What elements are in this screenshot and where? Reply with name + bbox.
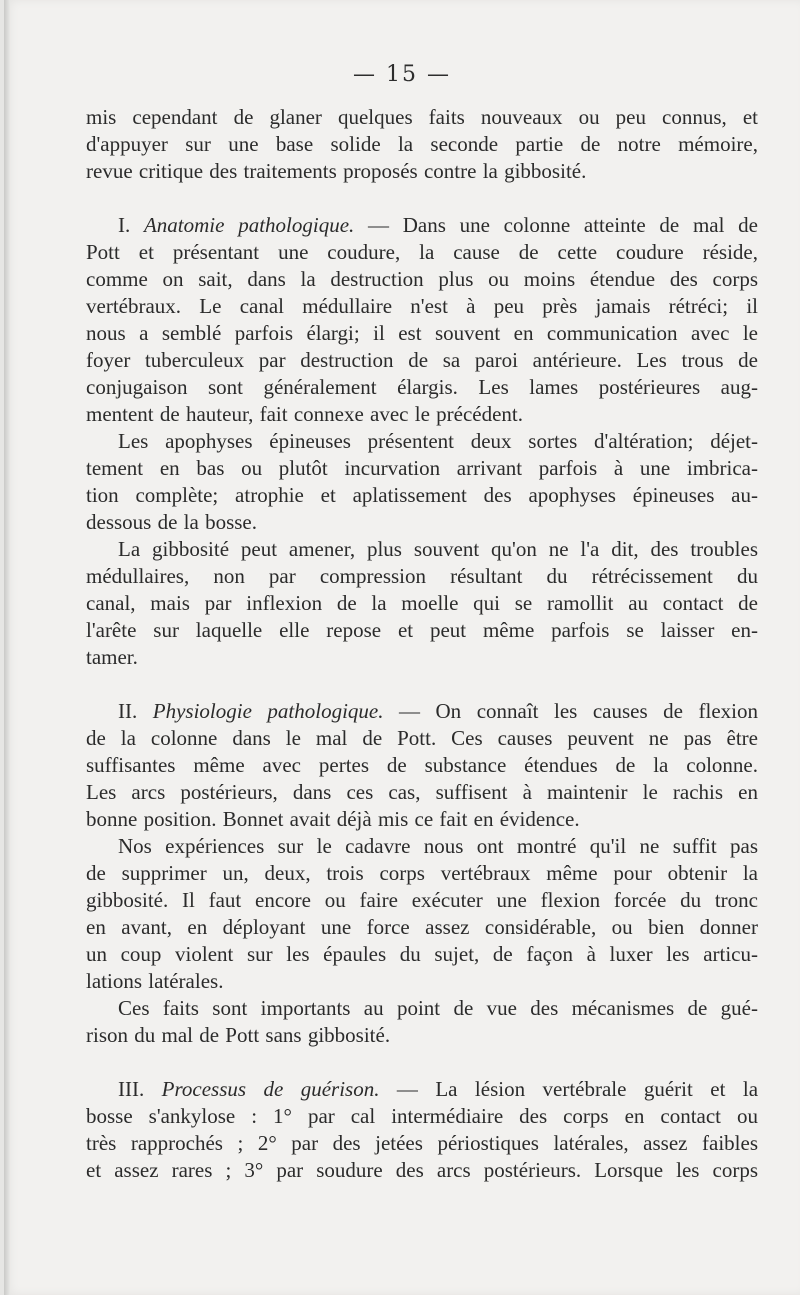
text-line: en avant, en déployant une force assez considérable, ou bien donner (86, 915, 758, 939)
text-line: l'arête sur laquelle elle repose et peut même parfois se laisser en- (86, 618, 758, 642)
section-anatomie (86, 212, 758, 671)
text-line: bosse s'ankylose : 1° par cal intermédiaire des corps en contact ou (86, 1104, 758, 1128)
text-line: lations latérales. (86, 969, 224, 993)
section-numeral: III. (118, 1077, 145, 1101)
section-numeral: I. (118, 213, 131, 237)
page-binding-edge (4, 0, 10, 1295)
text-line: Les arcs postérieurs, dans ces cas, suffisent à maintenir le rachis en (86, 780, 758, 804)
text-line: très rapprochés ; 2° par des jetées périostiques latérales, assez faibles (86, 1131, 758, 1155)
text-line: un coup violent sur les épaules du sujet, de façon à luxer les articu- (86, 942, 758, 966)
text-line: mentent de hauteur, fait connexe avec le précédent. (86, 402, 524, 426)
text-line: et assez rares ; 3° par soudure des arcs postérieurs. Lorsque les corps (86, 1158, 758, 1182)
text-line: tion complète; atrophie et aplatissement des apophyses épineuses au- (86, 483, 758, 507)
text-line: Nos expériences sur le cadavre nous ont montré qu'il ne suffit pas (118, 834, 758, 858)
text-line: canal, mais par inflexion de la moelle qui se ramollit au contact de (86, 591, 758, 615)
text-line: revue critique des traitements proposés contre la gibbosité. (86, 159, 587, 183)
text-line: conjugaison sont généralement élargis. Les lames postérieures aug- (86, 375, 758, 399)
section-title: Anatomie pathologique. (143, 213, 355, 237)
section-heading-line (86, 698, 758, 725)
section-processus (86, 1076, 758, 1184)
text-line: de la colonne dans le mal de Pott. Ces causes peuvent ne pas être (86, 726, 758, 750)
text-line: tamer. (86, 645, 138, 669)
intro-paragraph (86, 104, 758, 185)
text-line: foyer tuberculeux par destruction de sa paroi antérieure. Les trous de (86, 348, 758, 372)
book-page (4, 0, 800, 1295)
section-heading-line (86, 1076, 758, 1103)
text-line: dessous de la bosse. (86, 510, 257, 534)
section-heading-line (86, 212, 758, 239)
body-text (86, 104, 758, 1184)
text-line: gibbosité. Il faut encore ou faire exécuter une flexion forcée du tronc (86, 888, 758, 912)
text-line: de supprimer un, deux, trois corps vertébraux même pour obtenir la (86, 861, 758, 885)
text-line: comme on sait, dans la destruction plus ou moins étendue des corps (86, 267, 758, 291)
page-number: — 15 — (353, 62, 451, 87)
heading-continuation: — Dans une colonne atteinte de mal de (354, 213, 759, 237)
text-line: nous a semblé parfois élargi; il est souvent en communication avec le (86, 321, 758, 345)
heading-continuation: — On connaît les causes de flexion (383, 699, 758, 723)
text-line: rison du mal de Pott sans gibbosité. (86, 1023, 391, 1047)
text-line: Ces faits sont importants au point de vue des mécanismes de gué- (118, 996, 758, 1020)
section-title: Processus de guérison. (161, 1077, 380, 1101)
text-line: Pott et présentant une coudure, la cause de cette coudure réside, (86, 240, 758, 264)
text-line: médullaires, non par compression résultant du rétrécissement du (86, 564, 758, 588)
text-line: vertébraux. Le canal médullaire n'est à peu près jamais rétréci; il (86, 294, 758, 318)
text-line: mis cependant de glaner quelques faits nouveaux ou peu connus, et (86, 105, 758, 129)
section-title: Physiologie pathologique. (152, 699, 384, 723)
text-line: tement en bas ou plutôt incurvation arrivant parfois à une imbrica- (86, 456, 758, 480)
heading-continuation: — La lésion vertébrale guérit et la (379, 1077, 759, 1101)
text-line: Les apophyses épineuses présentent deux sortes d'altération; déjet- (118, 429, 758, 453)
text-line: bonne position. Bonnet avait déjà mis ce fait en évidence. (86, 807, 580, 831)
text-line: suffisantes même avec pertes de substance étendues de la colonne. (86, 753, 758, 777)
text-line: La gibbosité peut amener, plus souvent qu'on ne l'a dit, des troubles (118, 537, 758, 561)
section-numeral: II. (118, 699, 138, 723)
text-line: d'appuyer sur une base solide la seconde partie de notre mémoire, (86, 132, 758, 156)
section-physiologie (86, 698, 758, 1049)
